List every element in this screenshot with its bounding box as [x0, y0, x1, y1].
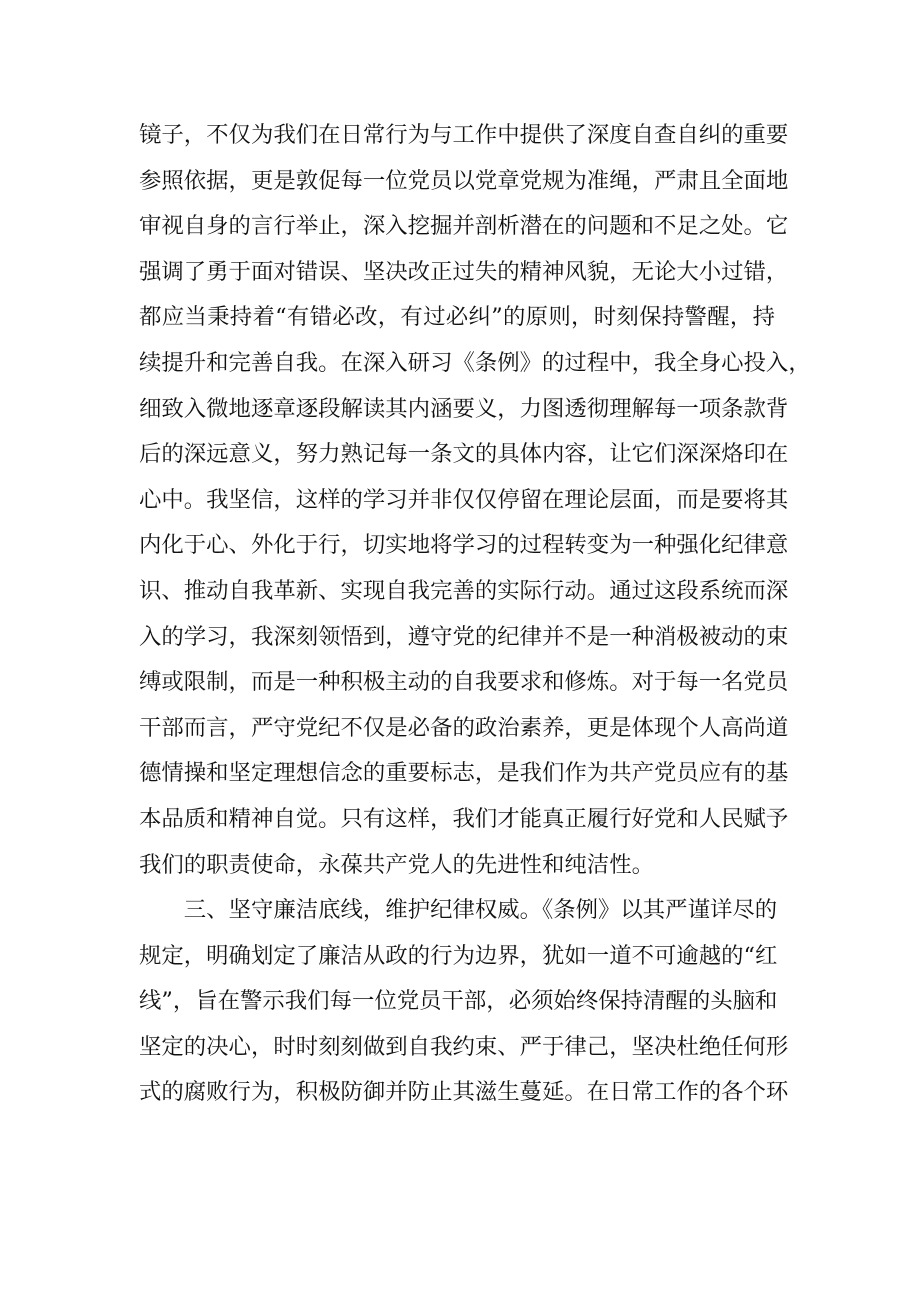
text-line: 式的腐败行为，积极防御并防止其滋生蔓延。在日常工作的各个环: [139, 1079, 789, 1106]
text-line: 续提升和完善自我。在深入研习《条例》的过程中，我全身心投入，: [139, 349, 811, 376]
text-line: 规定，明确划定了廉洁从政的行为边界，犹如一道不可逾越的“红: [139, 942, 778, 969]
text-line: 干部而言，严守党纪不仅是必备的政治素养，更是体现个人高尚道: [139, 714, 789, 741]
text-line: 强调了勇于面对错误、坚决改正过失的精神风貌，无论大小过错，: [139, 258, 789, 285]
paragraph-end-line: 我们的职责使命，永葆共产党人的先进性和纯洁性。: [139, 851, 654, 878]
section-heading-line: 三、坚守廉洁底线，维护纪律权威。《条例》以其严谨详尽的: [139, 897, 778, 924]
text-line: 内化于心、外化于行，切实地将学习的过程转变为一种强化纪律意: [139, 532, 789, 559]
text-line: 审视自身的言行举止，深入挖掘并剖析潜在的问题和不足之处。它: [139, 213, 789, 240]
text-line: 都应当秉持着“有错必改，有过必纠”的原则，时刻保持警醒，持: [139, 304, 775, 331]
text-line: 镜子，不仅为我们在日常行为与工作中提供了深度自查自纠的重要: [139, 122, 789, 148]
text-line: 识、推动自我革新、实现自我完善的实际行动。通过这段系统而深: [139, 577, 789, 604]
text-line: 入的学习，我深刻领悟到，遵守党的纪律并不是一种消极被动的束: [139, 623, 789, 650]
body-text: [139, 113, 811, 1116]
text-line: 缚或限制，而是一种积极主动的自我要求和修炼。对于每一名党员: [139, 669, 789, 696]
text-line: 德情操和坚定理想信念的重要标志，是我们作为共产党员应有的基: [139, 760, 789, 787]
text-line: 本品质和精神自觉。只有这样，我们才能真正履行好党和人民赋予: [139, 805, 789, 832]
text-line: 细致入微地逐章逐段解读其内涵要义，力图透彻理解每一项条款背: [139, 395, 789, 422]
text-line: 坚定的决心，时时刻刻做到自我约束、严于律己，坚决杜绝任何形: [139, 1033, 789, 1060]
text-line: 参照依据，更是敦促每一位党员以党章党规为准绳，严肃且全面地: [139, 167, 789, 194]
text-line: 心中。我坚信，这样的学习并非仅仅停留在理论层面，而是要将其: [139, 486, 789, 513]
text-line: 后的深远意义，努力熟记每一条文的具体内容，让它们深深烙印在: [139, 441, 789, 468]
text-line: 线”，旨在警示我们每一位党员干部，必须始终保持清醒的头脑和: [139, 988, 778, 1015]
